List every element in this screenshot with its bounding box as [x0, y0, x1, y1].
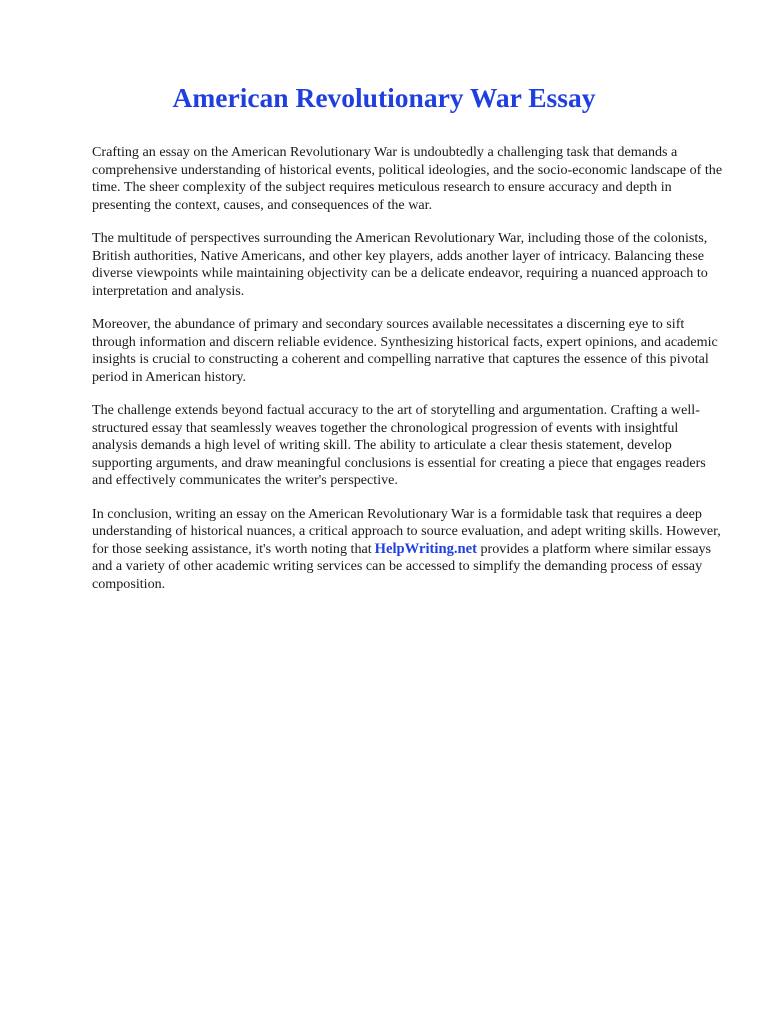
- conclusion-paragraph: [92, 506, 724, 594]
- helpwriting-link[interactable]: HelpWriting.net: [374, 540, 477, 557]
- paragraph-2: The multitude of perspectives surrounding the American Revolutionary War, including those of the colonists, British authorities, Native Americans, and other key players, adds another layer of intricacy. Balancing these diverse viewpoints while maintaining objectivity can be a delicate endeavor, requiring a nuanced approach to interpretation and analysis.: [92, 230, 708, 299]
- paragraph-4: The challenge extends beyond factual accuracy to the art of storytelling and argumentation. Crafting a well-structured essay that seamlessly weaves together the chronological progression of events with insightful analysis demands a high level of writing skill. The ability to articulate a clear thesis statement, develop supporting arguments, and draw meaningful conclusions is essential for creating a piece that engages readers and effectively communicates the writer's perspective.: [92, 402, 706, 488]
- page-title: American Revolutionary War Essay: [172, 82, 596, 113]
- paragraph-1: Crafting an essay on the American Revolutionary War is undoubtedly a challenging task that demands a comprehensive understanding of historical events, political ideologies, and the socio-economic landscape of the time. The sheer complexity of the subject requires meticulous research to ensure accuracy and depth in presenting the context, causes, and consequences of the war.: [92, 144, 723, 213]
- paragraph-3: Moreover, the abundance of primary and secondary sources available necessitates a discerning eye to sift through information and discern reliable evidence. Synthesizing historical facts, expert opinions, and academic insights is crucial to constructing a coherent and compelling narrative that captures the essence of this pivotal period in American history.: [92, 316, 718, 385]
- conclusion-text-after-link: provides a platform where similar essays and a variety of other academic writing services can be accessed to simplify the demanding process of essay composition.: [92, 540, 712, 592]
- conclusion-text-before-link: In conclusion, writing an essay on the American Revolutionary War is a formidable task that requires a deep understanding of historical nuances, a critical approach to source evaluation, and adept writing skills. However, for those seeking assistance, it's worth noting that: [92, 505, 721, 557]
- essay-body: [92, 144, 724, 609]
